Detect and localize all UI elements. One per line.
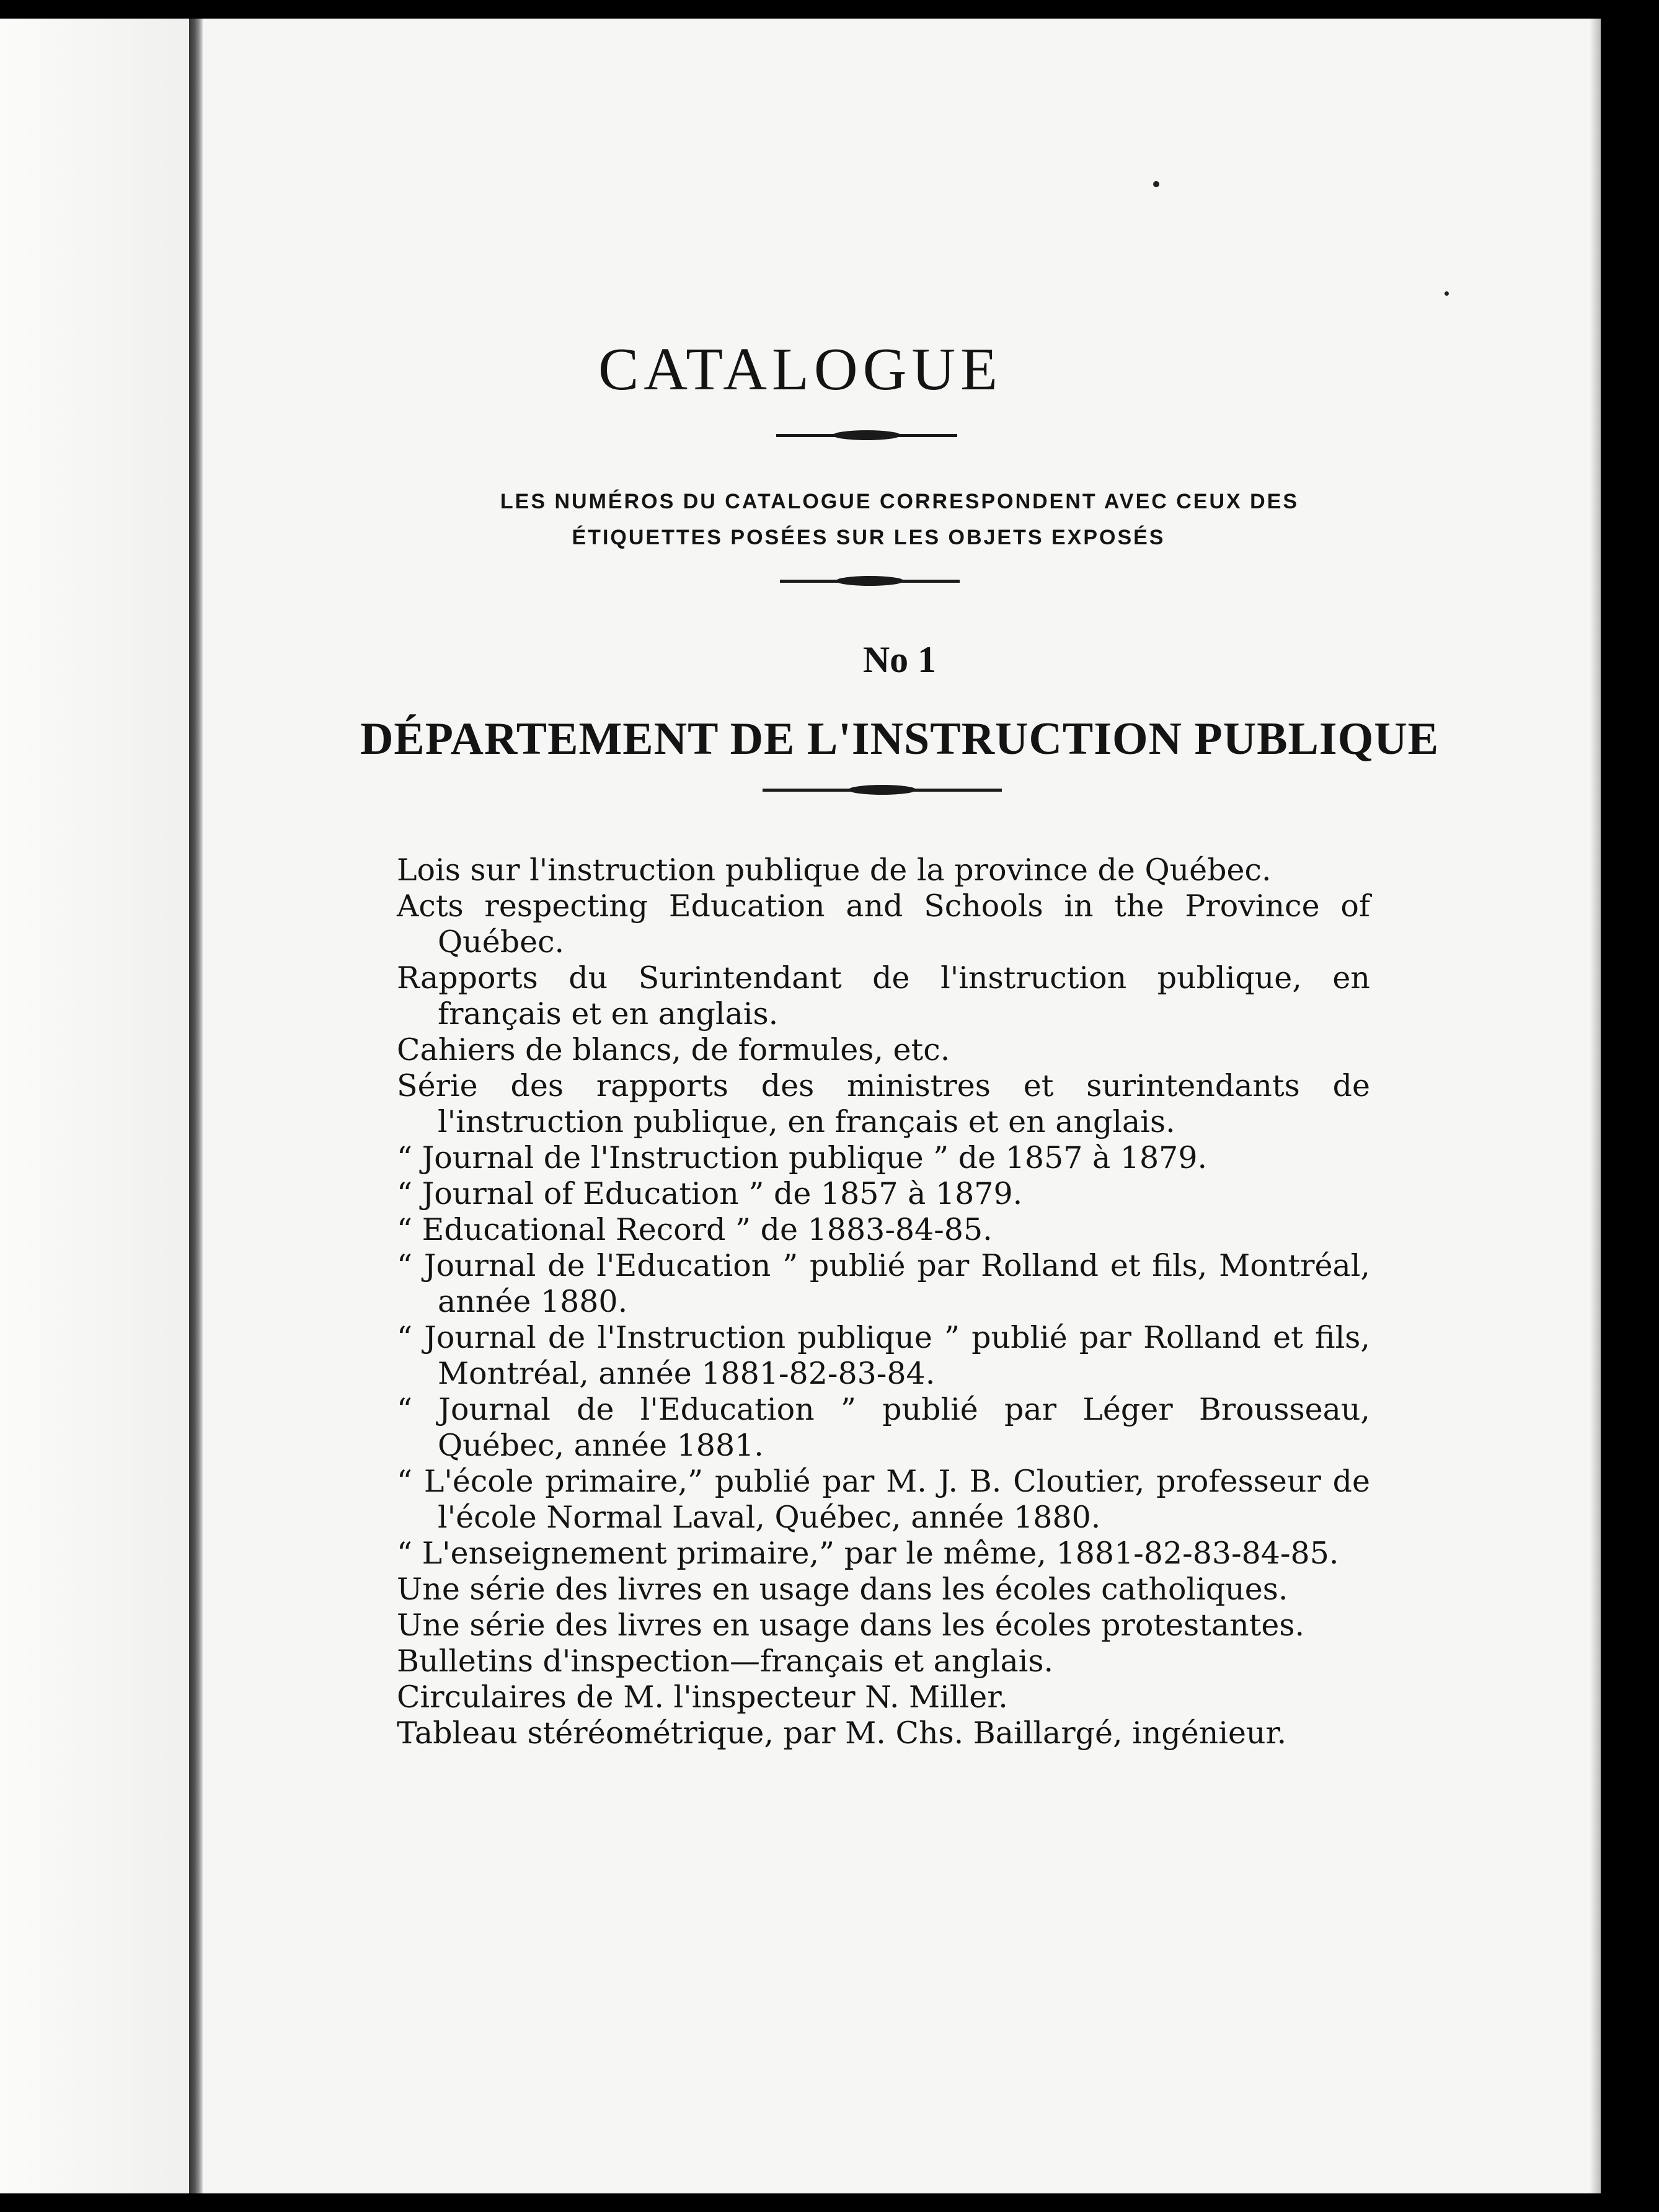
- list-item: “ Journal de l'Education ” publié par Léger Brousseau, Québec, année 1881.: [397, 1392, 1370, 1463]
- list-item: “ L'école primaire,” publié par M. J. B. Cloutier, professeur de l'école Normal Laval, Québec, année 1880.: [397, 1464, 1370, 1535]
- list-item: Bulletins d'inspection—français et anglais.: [397, 1644, 1054, 1679]
- divider-rule: [763, 789, 1002, 792]
- list-item: “ Educational Record ” de 1883-84-85.: [397, 1212, 993, 1247]
- list-item: “ Journal de l'Instruction publique ” publié par Rolland et fils, Montréal, année 1881-82-83-84.: [397, 1320, 1370, 1391]
- list-item: “ Journal de l'Instruction publique ” de 1857 à 1879.: [397, 1140, 1208, 1175]
- list-item: Une série des livres en usage dans les écoles catholiques.: [397, 1572, 1288, 1607]
- list-item: “ Journal de l'Education ” publié par Rolland et fils, Montréal, année 1880.: [397, 1248, 1370, 1319]
- list-item: Circulaires de M. l'inspecteur N. Miller.: [397, 1679, 1008, 1715]
- list-item: “ Journal of Education ” de 1857 à 1879.: [397, 1176, 1023, 1211]
- catalogue-entries: [397, 852, 1370, 1751]
- document-page: [0, 19, 1601, 2193]
- notice-line-1: LES NUMÉROS DU CATALOGUE CORRESPONDENT AVEC CEUX DES: [500, 490, 1299, 513]
- list-item: Acts respecting Education and Schools in the Province of Québec.: [397, 888, 1370, 960]
- list-item: Lois sur l'instruction publique de la province de Québec.: [397, 852, 1272, 888]
- divider-rule: [780, 580, 960, 583]
- catalogue-title: CATALOGUE: [598, 336, 1003, 403]
- speck-mark: [1153, 181, 1159, 187]
- list-item: Rapports du Surintendant de l'instruction publique, en français et en anglais.: [397, 960, 1370, 1032]
- list-item: Cahiers de blancs, de formules, etc.: [397, 1032, 950, 1068]
- list-item: Tableau stéréométrique, par M. Chs. Baillargé, ingénieur.: [397, 1715, 1287, 1751]
- list-item: Une série des livres en usage dans les écoles protestantes.: [397, 1608, 1305, 1643]
- section-number: No 1: [862, 639, 937, 680]
- department-heading: DÉPARTEMENT DE L'INSTRUCTION PUBLIQUE: [360, 714, 1440, 764]
- divider-rule: [776, 434, 957, 437]
- list-item: “ L'enseignement primaire,” par le même, 1881-82-83-84-85.: [397, 1536, 1339, 1571]
- notice-line-2: ÉTIQUETTES POSÉES SUR LES OBJETS EXPOSÉS: [572, 526, 1166, 549]
- speck-mark: [1444, 291, 1449, 296]
- list-item: Série des rapports des ministres et surintendants de l'instruction publique, en français et en anglais.: [397, 1068, 1370, 1139]
